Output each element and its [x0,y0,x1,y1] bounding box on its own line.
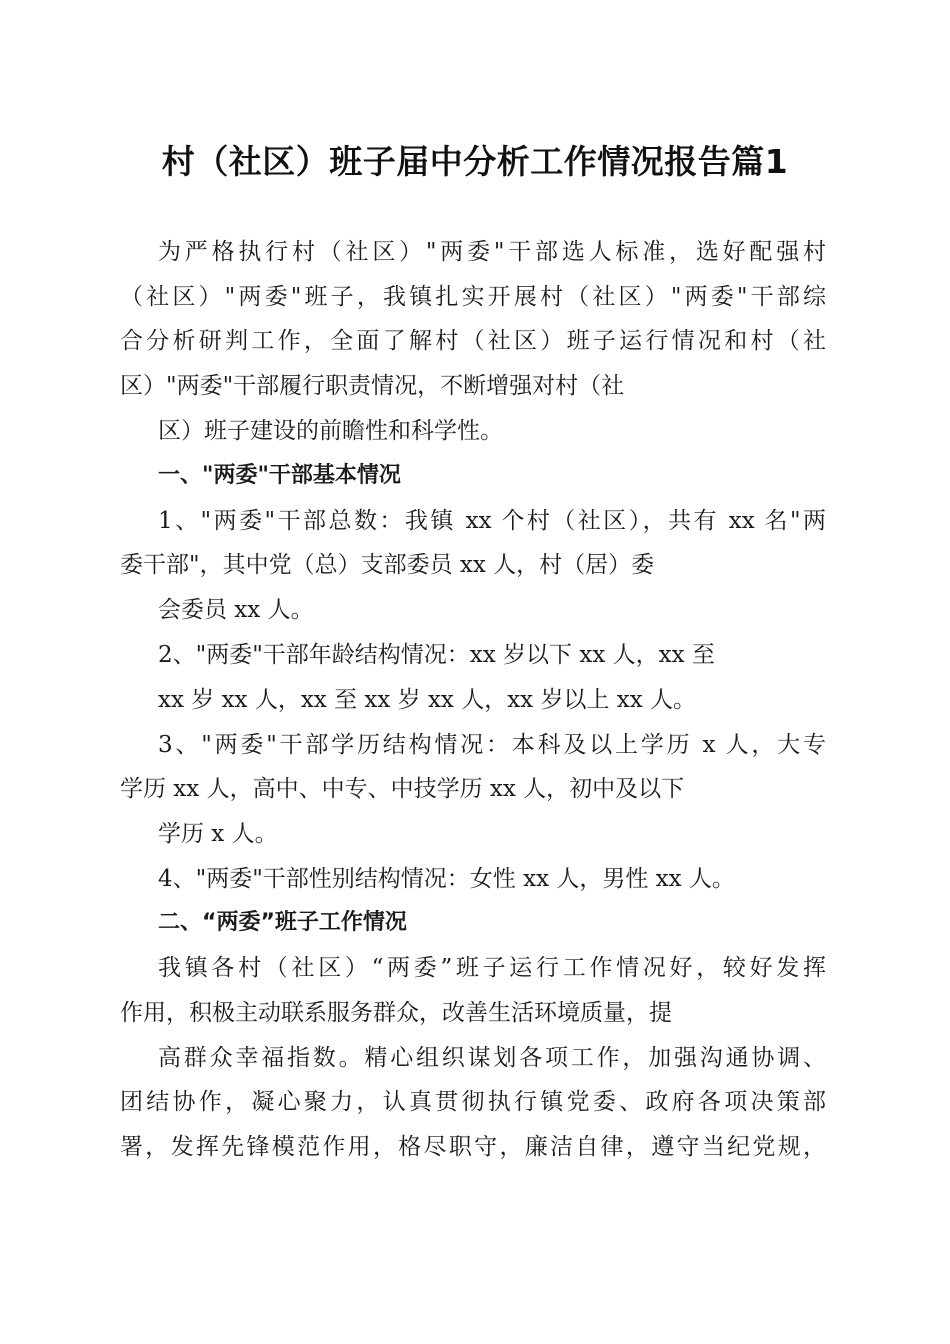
section-heading-2: 二、“两委”班子工作情况 [158,910,407,935]
paragraph-line: 3、"两委"干部学历结构情况：本科及以上学历 x 人，大专 [158,732,826,758]
paragraph-line: 4、"两委"干部性别结构情况：女性 xx 人，男性 xx 人。 [158,866,735,892]
paragraph-line: 学历 xx 人，高中、中专、中技学历 xx 人，初中及以下 [120,776,685,802]
paragraph-line: 会委员 xx 人。 [158,597,314,623]
section-heading-1: 一、"两委"干部基本情况 [158,463,401,488]
paragraph-line: 为严格执行村（社区）"两委"干部选人标准，选好配强村 [158,239,826,265]
paragraph-line: （社区）"两委"班子，我镇扎实开展村（社区）"两委"干部综 [120,284,826,310]
paragraph-line: 2、"两委"干部年龄结构情况：xx 岁以下 xx 人，xx 至 [158,642,715,668]
paragraph-line: 区）班子建设的前瞻性和科学性。 [158,418,503,444]
paragraph-line: 学历 x 人。 [158,821,278,847]
paragraph-line: 我镇各村（社区）“两委”班子运行工作情况好，较好发挥 [158,955,826,981]
document-title: 村（社区）班子届中分析工作情况报告篇1 [161,142,789,181]
paragraph-line: xx 岁 xx 人，xx 至 xx 岁 xx 人，xx 岁以上 xx 人。 [158,687,697,713]
paragraph-line: 合分析研判工作，全面了解村（社区）班子运行情况和村（社 [120,328,826,354]
paragraph-line: 区）"两委"干部履行职责情况，不断增强对村（社 [120,373,625,399]
paragraph-line: 委干部"，其中党（总）支部委员 xx 人，村（居）委 [120,552,655,578]
paragraph-line: 1、"两委"干部总数：我镇 xx 个村（社区），共有 xx 名"两 [158,508,826,534]
paragraph-line: 署，发挥先锋模范作用，格尽职守，廉洁自律，遵守当纪党规， [120,1134,826,1160]
paragraph-line: 作用，积极主动联系服务群众，改善生活环境质量，提 [120,1000,672,1026]
paragraph-line: 高群众幸福指数。精心组织谋划各项工作，加强沟通协调、 [158,1045,826,1071]
paragraph-line: 团结协作，凝心聚力，认真贯彻执行镇党委、政府各项决策部 [120,1089,826,1115]
